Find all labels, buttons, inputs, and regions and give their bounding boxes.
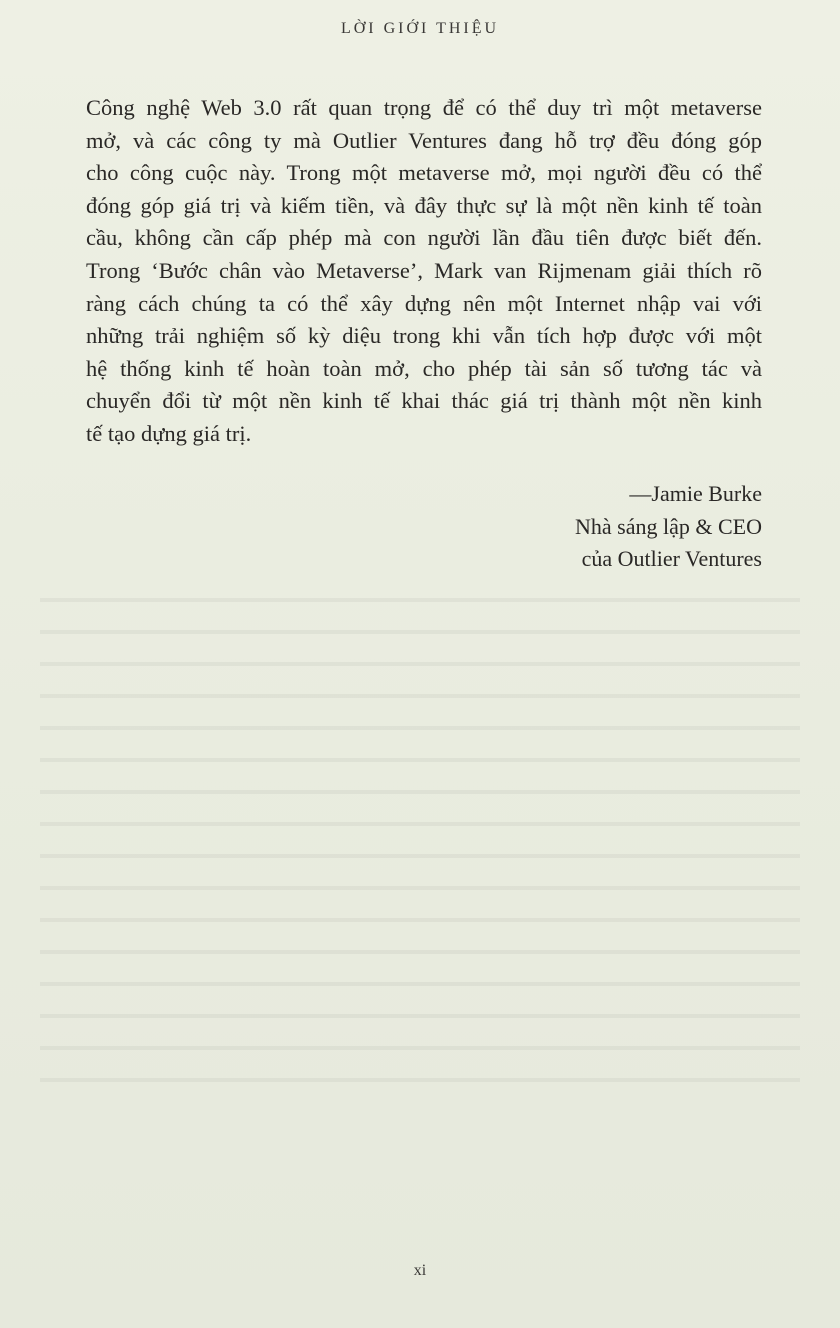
paragraph-line: cho công cuộc này. Trong một metaverse mở, mọi người đều có thể	[86, 160, 762, 186]
paragraph-line: Công nghệ Web 3.0 rất quan trọng để có thể duy trì một metaverse	[86, 95, 762, 120]
paragraph-line: những trải nghiệm số kỳ diệu trong khi vẫn tích hợp được với một	[86, 323, 762, 349]
paragraph-line: cầu, không cần cấp phép mà con người lần đầu tiên được biết đến.	[86, 225, 762, 251]
paragraph-line: hệ thống kinh tế hoàn toàn mở, cho phép tài sản số tương tác và	[86, 355, 762, 381]
signature-title: Nhà sáng lập & CEO	[575, 513, 762, 539]
paragraph-line: mở, và các công ty mà Outlier Ventures đang hỗ trợ đều đóng góp	[86, 127, 762, 153]
paragraph-line: đóng góp giá trị và kiếm tiền, và đây thực sự là một nền kinh tế toàn	[86, 192, 762, 218]
paragraph-line: Trong ‘Bước chân vào Metaverse’, Mark van Rijmenam giải thích rõ	[86, 257, 762, 283]
page-number: xi	[413, 1262, 427, 1279]
signature-org: của Outlier Ventures	[581, 546, 762, 571]
paragraph-line: chuyển đổi từ một nền kinh tế khai thác giá trị thành một nền kinh	[86, 388, 762, 414]
paragraph-line: ràng cách chúng ta có thể xây dựng nên một Internet nhập vai với	[86, 290, 762, 316]
paragraph-line: tế tạo dựng giá trị.	[86, 420, 252, 446]
bleed-through-texture	[40, 580, 800, 1100]
signature-block	[575, 478, 762, 576]
running-head: LỜI GIỚI THIỆU	[340, 20, 500, 37]
foreword-paragraph	[86, 92, 762, 451]
signature-name: —Jamie Burke	[629, 481, 762, 506]
